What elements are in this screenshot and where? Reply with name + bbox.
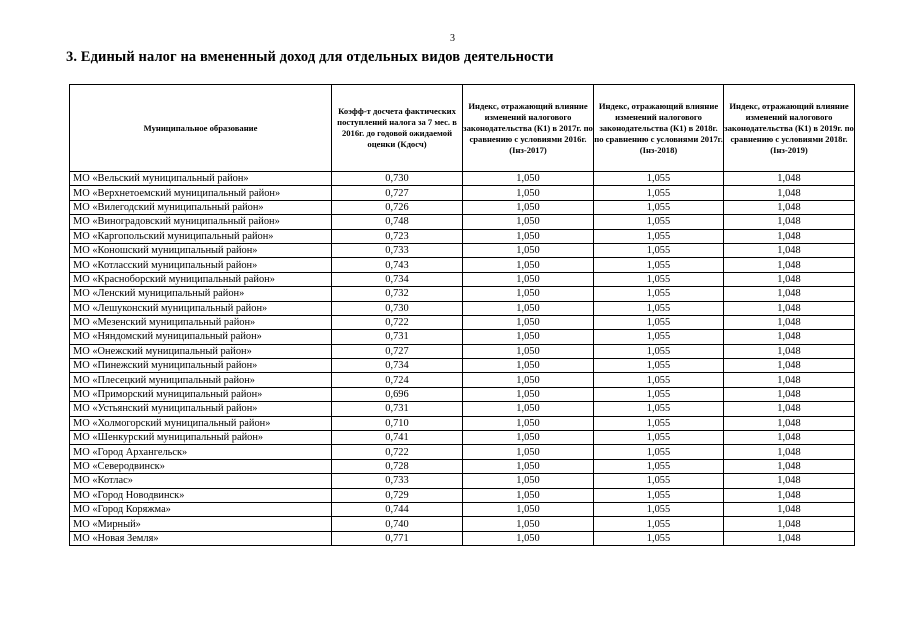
table-row xyxy=(70,315,855,329)
kdosch-cell: 0,730 xyxy=(332,172,463,186)
inz-2019-cell: 1,048 xyxy=(724,287,855,301)
inz-2018-cell: 1,055 xyxy=(594,373,724,387)
table-row xyxy=(70,517,855,531)
kdosch-cell: 0,724 xyxy=(332,373,463,387)
kdosch-cell: 0,727 xyxy=(332,344,463,358)
kdosch-cell: 0,726 xyxy=(332,200,463,214)
inz-2018-cell: 1,055 xyxy=(594,287,724,301)
inz-2018-cell: 1,055 xyxy=(594,502,724,516)
kdosch-cell: 0,731 xyxy=(332,402,463,416)
inz-2017-cell: 1,050 xyxy=(463,416,594,430)
page-number: 3 xyxy=(450,33,455,44)
municipality-cell: МО «Лешуконский муниципальный район» xyxy=(70,301,332,315)
inz-2019-cell: 1,048 xyxy=(724,502,855,516)
inz-2017-cell: 1,050 xyxy=(463,488,594,502)
inz-2017-cell: 1,050 xyxy=(463,172,594,186)
table-row xyxy=(70,272,855,286)
inz-2018-cell: 1,055 xyxy=(594,344,724,358)
municipality-cell: МО «Холмогорский муниципальный район» xyxy=(70,416,332,430)
inz-2018-cell: 1,055 xyxy=(594,330,724,344)
column-header-inz-2019: Индекс, отражающий влияние изменений налогового законодательства (К1) в 2019г. по сравнению с условиями 2018г. (Iнз-2019) xyxy=(724,85,855,172)
inz-2017-cell: 1,050 xyxy=(463,229,594,243)
inz-2018-cell: 1,055 xyxy=(594,488,724,502)
municipality-cell: МО «Пинежский муниципальный район» xyxy=(70,359,332,373)
inz-2018-cell: 1,055 xyxy=(594,431,724,445)
inz-2017-cell: 1,050 xyxy=(463,402,594,416)
municipality-cell: МО «Коношский муниципальный район» xyxy=(70,243,332,257)
inz-2017-cell: 1,050 xyxy=(463,315,594,329)
inz-2017-cell: 1,050 xyxy=(463,517,594,531)
inz-2018-cell: 1,055 xyxy=(594,402,724,416)
table-row xyxy=(70,287,855,301)
column-header-kdosch: Коэфф-т досчета фактических поступлений налога за 7 мес. в 2016г. до годовой ожидаемой оценки (Кдосч) xyxy=(332,85,463,172)
table-row xyxy=(70,445,855,459)
inz-2017-cell: 1,050 xyxy=(463,330,594,344)
municipality-cell: МО «Ленский муниципальный район» xyxy=(70,287,332,301)
kdosch-cell: 0,743 xyxy=(332,258,463,272)
inz-2018-cell: 1,055 xyxy=(594,215,724,229)
inz-2017-cell: 1,050 xyxy=(463,243,594,257)
inz-2019-cell: 1,048 xyxy=(724,200,855,214)
inz-2017-cell: 1,050 xyxy=(463,272,594,286)
inz-2017-cell: 1,050 xyxy=(463,431,594,445)
municipality-cell: МО «Котлас» xyxy=(70,474,332,488)
table-row xyxy=(70,416,855,430)
inz-2017-cell: 1,050 xyxy=(463,186,594,200)
table-row xyxy=(70,387,855,401)
kdosch-cell: 0,727 xyxy=(332,186,463,200)
table-row xyxy=(70,373,855,387)
inz-2019-cell: 1,048 xyxy=(724,301,855,315)
table-row xyxy=(70,243,855,257)
municipality-cell: МО «Красноборский муниципальный район» xyxy=(70,272,332,286)
table-row xyxy=(70,502,855,516)
inz-2018-cell: 1,055 xyxy=(594,315,724,329)
table-row xyxy=(70,402,855,416)
municipality-cell: МО «Приморский муниципальный район» xyxy=(70,387,332,401)
inz-2018-cell: 1,055 xyxy=(594,445,724,459)
inz-2018-cell: 1,055 xyxy=(594,459,724,473)
municipality-cell: МО «Город Архангельск» xyxy=(70,445,332,459)
inz-2019-cell: 1,048 xyxy=(724,272,855,286)
inz-2017-cell: 1,050 xyxy=(463,387,594,401)
inz-2019-cell: 1,048 xyxy=(724,387,855,401)
inz-2017-cell: 1,050 xyxy=(463,459,594,473)
table-row xyxy=(70,488,855,502)
table-row xyxy=(70,215,855,229)
table-row xyxy=(70,459,855,473)
municipality-cell: МО «Плесецкий муниципальный район» xyxy=(70,373,332,387)
municipality-cell: МО «Мезенский муниципальный район» xyxy=(70,315,332,329)
table-row xyxy=(70,172,855,186)
inz-2017-cell: 1,050 xyxy=(463,531,594,545)
table-header-row xyxy=(70,85,855,172)
inz-2019-cell: 1,048 xyxy=(724,344,855,358)
table-row xyxy=(70,474,855,488)
column-header-inz-2017: Индекс, отражающий влияние изменений налогового законодательства (К1) в 2017г. по сравнению с условиями 2016г. (Iнз-2017) xyxy=(463,85,594,172)
inz-2017-cell: 1,050 xyxy=(463,445,594,459)
kdosch-cell: 0,730 xyxy=(332,301,463,315)
kdosch-cell: 0,731 xyxy=(332,330,463,344)
table-row xyxy=(70,258,855,272)
table-body xyxy=(70,172,855,546)
table-row xyxy=(70,186,855,200)
inz-2017-cell: 1,050 xyxy=(463,215,594,229)
kdosch-cell: 0,734 xyxy=(332,272,463,286)
inz-2018-cell: 1,055 xyxy=(594,172,724,186)
municipality-cell: МО «Онежский муниципальный район» xyxy=(70,344,332,358)
municipality-cell: МО «Северодвинск» xyxy=(70,459,332,473)
municipality-cell: МО «Новая Земля» xyxy=(70,531,332,545)
inz-2018-cell: 1,055 xyxy=(594,186,724,200)
inz-2017-cell: 1,050 xyxy=(463,301,594,315)
inz-2019-cell: 1,048 xyxy=(724,330,855,344)
inz-2019-cell: 1,048 xyxy=(724,488,855,502)
kdosch-cell: 0,722 xyxy=(332,445,463,459)
municipality-cell: МО «Виноградовский муниципальный район» xyxy=(70,215,332,229)
inz-2017-cell: 1,050 xyxy=(463,359,594,373)
municipality-cell: МО «Каргопольский муниципальный район» xyxy=(70,229,332,243)
kdosch-cell: 0,723 xyxy=(332,229,463,243)
kdosch-cell: 0,710 xyxy=(332,416,463,430)
kdosch-cell: 0,740 xyxy=(332,517,463,531)
inz-2018-cell: 1,055 xyxy=(594,416,724,430)
inz-2018-cell: 1,055 xyxy=(594,272,724,286)
inz-2019-cell: 1,048 xyxy=(724,474,855,488)
kdosch-cell: 0,741 xyxy=(332,431,463,445)
table-row xyxy=(70,359,855,373)
section-heading: 3. Единый налог на вмененный доход для отдельных видов деятельности xyxy=(66,49,554,65)
column-header-municipality: Муниципальное образование xyxy=(70,85,332,172)
municipality-cell: МО «Котласский муниципальный район» xyxy=(70,258,332,272)
inz-2017-cell: 1,050 xyxy=(463,258,594,272)
municipality-cell: МО «Шенкурский муниципальный район» xyxy=(70,431,332,445)
municipality-cell: МО «Вельский муниципальный район» xyxy=(70,172,332,186)
inz-2017-cell: 1,050 xyxy=(463,344,594,358)
inz-2018-cell: 1,055 xyxy=(594,301,724,315)
inz-2019-cell: 1,048 xyxy=(724,459,855,473)
inz-2017-cell: 1,050 xyxy=(463,200,594,214)
table-row xyxy=(70,200,855,214)
kdosch-cell: 0,748 xyxy=(332,215,463,229)
inz-2019-cell: 1,048 xyxy=(724,402,855,416)
inz-2018-cell: 1,055 xyxy=(594,517,724,531)
inz-2019-cell: 1,048 xyxy=(724,373,855,387)
inz-2018-cell: 1,055 xyxy=(594,200,724,214)
municipality-cell: МО «Мирный» xyxy=(70,517,332,531)
kdosch-cell: 0,732 xyxy=(332,287,463,301)
table-row xyxy=(70,229,855,243)
inz-2019-cell: 1,048 xyxy=(724,416,855,430)
table-row xyxy=(70,344,855,358)
inz-2017-cell: 1,050 xyxy=(463,502,594,516)
kdosch-cell: 0,733 xyxy=(332,243,463,257)
column-header-inz-2018: Индекс, отражающий влияние изменений налогового законодательства (К1) в 2018г. по сравнению с условиями 2017г. (Iнз-2018) xyxy=(594,85,724,172)
tax-coefficients-table xyxy=(69,84,855,546)
inz-2019-cell: 1,048 xyxy=(724,359,855,373)
kdosch-cell: 0,771 xyxy=(332,531,463,545)
inz-2018-cell: 1,055 xyxy=(594,258,724,272)
inz-2019-cell: 1,048 xyxy=(724,431,855,445)
inz-2019-cell: 1,048 xyxy=(724,315,855,329)
municipality-cell: МО «Верхнетоемский муниципальный район» xyxy=(70,186,332,200)
kdosch-cell: 0,734 xyxy=(332,359,463,373)
municipality-cell: МО «Город Коряжма» xyxy=(70,502,332,516)
inz-2019-cell: 1,048 xyxy=(724,229,855,243)
inz-2018-cell: 1,055 xyxy=(594,387,724,401)
inz-2018-cell: 1,055 xyxy=(594,531,724,545)
kdosch-cell: 0,728 xyxy=(332,459,463,473)
inz-2019-cell: 1,048 xyxy=(724,172,855,186)
kdosch-cell: 0,696 xyxy=(332,387,463,401)
kdosch-cell: 0,744 xyxy=(332,502,463,516)
inz-2018-cell: 1,055 xyxy=(594,229,724,243)
inz-2019-cell: 1,048 xyxy=(724,186,855,200)
municipality-cell: МО «Город Новодвинск» xyxy=(70,488,332,502)
inz-2019-cell: 1,048 xyxy=(724,445,855,459)
inz-2019-cell: 1,048 xyxy=(724,531,855,545)
inz-2018-cell: 1,055 xyxy=(594,474,724,488)
inz-2019-cell: 1,048 xyxy=(724,243,855,257)
inz-2017-cell: 1,050 xyxy=(463,373,594,387)
inz-2019-cell: 1,048 xyxy=(724,258,855,272)
inz-2019-cell: 1,048 xyxy=(724,517,855,531)
kdosch-cell: 0,722 xyxy=(332,315,463,329)
municipality-cell: МО «Вилегодский муниципальный район» xyxy=(70,200,332,214)
inz-2019-cell: 1,048 xyxy=(724,215,855,229)
inz-2018-cell: 1,055 xyxy=(594,359,724,373)
kdosch-cell: 0,729 xyxy=(332,488,463,502)
kdosch-cell: 0,733 xyxy=(332,474,463,488)
municipality-cell: МО «Устьянский муниципальный район» xyxy=(70,402,332,416)
inz-2017-cell: 1,050 xyxy=(463,474,594,488)
table-row xyxy=(70,330,855,344)
municipality-cell: МО «Няндомский муниципальный район» xyxy=(70,330,332,344)
inz-2017-cell: 1,050 xyxy=(463,287,594,301)
table-row xyxy=(70,431,855,445)
table-row xyxy=(70,301,855,315)
table-row xyxy=(70,531,855,545)
inz-2018-cell: 1,055 xyxy=(594,243,724,257)
